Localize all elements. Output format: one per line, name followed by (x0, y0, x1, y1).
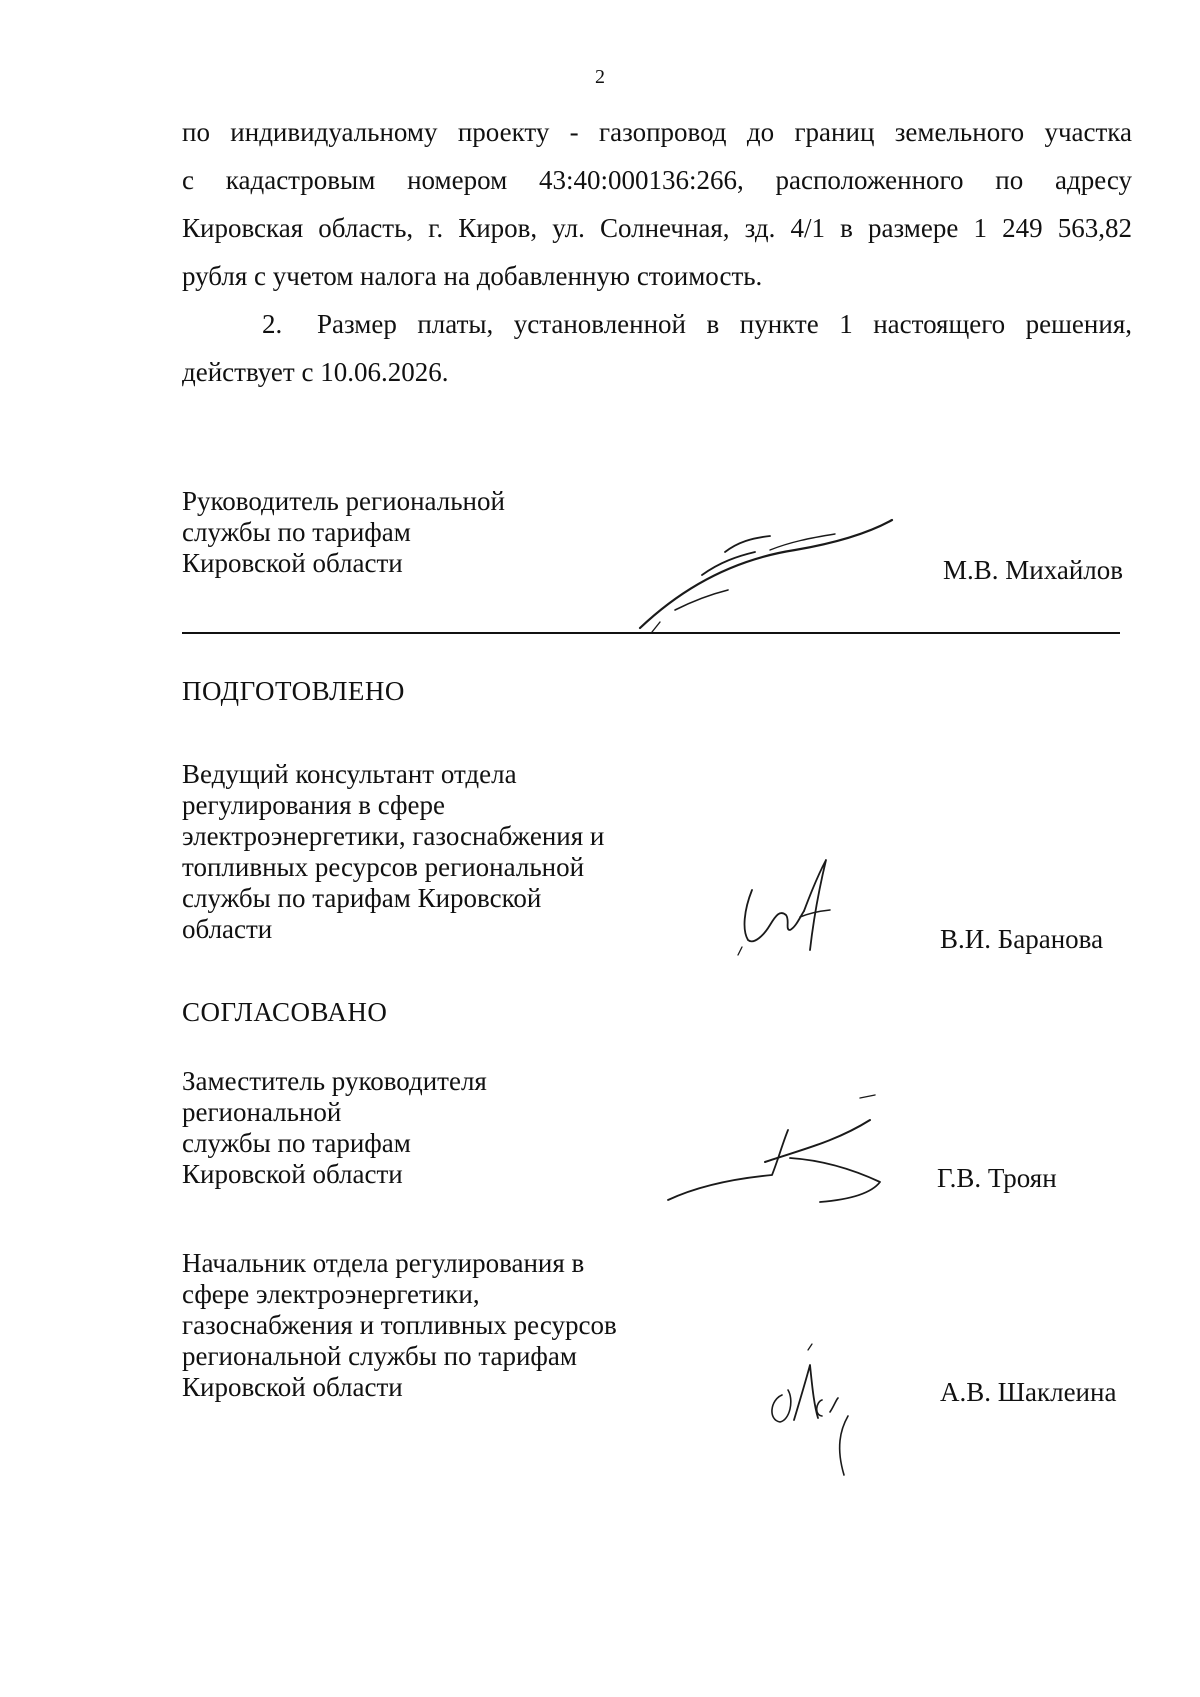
position-line: Ведущий консультант отдела (182, 759, 517, 789)
paragraph-1-line-1: по индивидуальному проекту - газопровод до границ земельного участка (182, 117, 1132, 147)
position-line: Кировской области (182, 1159, 403, 1189)
signature-divider (182, 632, 1120, 634)
agreed-signatory-2-name: А.В. Шаклеина (940, 1377, 1117, 1407)
position-line: сфере электроэнергетики, (182, 1279, 480, 1309)
prepared-heading: ПОДГОТОВЛЕНО (182, 676, 405, 706)
position-line: регулирования в сфере (182, 790, 446, 820)
prepared-name: В.И. Баранова (940, 924, 1104, 954)
item-2-line-2: действует с 10.06.2026. (182, 357, 449, 387)
page-number: 2 (595, 66, 605, 88)
agreed-signatory-1-name: Г.В. Троян (937, 1163, 1057, 1193)
position-line: области (182, 914, 273, 944)
paragraph-1-line-2: с кадастровым номером 43:40:000136:266, расположенного по адресу (182, 165, 1132, 195)
position-line: региональной (182, 1097, 342, 1127)
position-line: Начальник отдела регулирования в (182, 1248, 585, 1278)
head-signatory-name: М.В. Михайлов (943, 555, 1124, 585)
item-2-line-1 (182, 300, 1132, 348)
agreed-heading: СОГЛАСОВАНО (182, 997, 388, 1027)
prepared-position (182, 759, 604, 945)
item-2-number: 2. (262, 309, 283, 339)
paragraph-1-line-3: Кировская область, г. Киров, ул. Солнечная, зд. 4/1 в размере 1 249 563,82 (182, 213, 1132, 243)
position-line: Кировской области (182, 548, 403, 578)
position-line: электроэнергетики, газоснабжения и (182, 821, 605, 851)
agreed-signature-2 (760, 1340, 880, 1490)
position-line: Руководитель региональной (182, 486, 505, 516)
position-line: Кировской области (182, 1372, 403, 1402)
position-line: службы по тарифам Кировской (182, 883, 542, 913)
paragraph-1 (182, 108, 1132, 300)
position-line: службы по тарифам (182, 517, 411, 547)
position-line: региональной службы по тарифам (182, 1341, 577, 1371)
prepared-signature (730, 855, 840, 965)
head-signatory-position (182, 486, 505, 579)
head-signature (620, 510, 910, 640)
position-line: топливных ресурсов региональной (182, 852, 585, 882)
agreed-signature-1 (660, 1090, 910, 1210)
position-line: газоснабжения и топливных ресурсов (182, 1310, 617, 1340)
item-2-text: Размер платы, установленной в пункте 1 настоящего решения, (317, 309, 1132, 339)
agreed-signatory-1-position (182, 1066, 487, 1190)
agreed-signatory-2-position (182, 1248, 617, 1403)
paragraph-1-line-4: рубля с учетом налога на добавленную стоимость. (182, 261, 763, 291)
decision-body (182, 108, 1132, 396)
position-line: службы по тарифам (182, 1128, 411, 1158)
position-line: Заместитель руководителя (182, 1066, 487, 1096)
item-2 (182, 300, 1132, 396)
